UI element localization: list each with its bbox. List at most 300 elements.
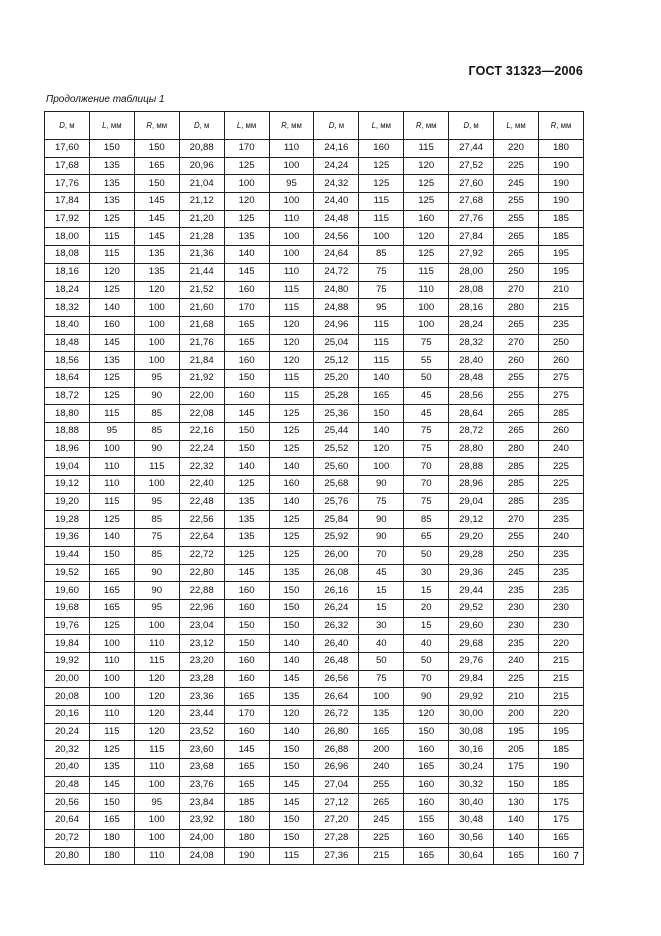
column-symbol: R	[415, 121, 422, 130]
table-cell: 125	[224, 476, 269, 494]
table-row	[45, 670, 584, 688]
table-cell: 185	[538, 210, 583, 228]
table-cell: 220	[538, 635, 583, 653]
table-cell: 160	[269, 476, 314, 494]
table-cell: 19,68	[45, 599, 90, 617]
table-cell: 135	[224, 511, 269, 529]
table-cell: 135	[224, 529, 269, 547]
table-row	[45, 210, 584, 228]
table-cell: 140	[89, 299, 134, 317]
table-cell: 275	[538, 387, 583, 405]
column-symbol: R	[281, 121, 287, 130]
table-row	[45, 175, 584, 193]
table-cell: 90	[359, 511, 404, 529]
table-cell: 165	[89, 812, 134, 830]
table-cell: 145	[89, 776, 134, 794]
table-cell: 115	[269, 847, 314, 865]
table-cell: 280	[494, 299, 539, 317]
table-cell: 225	[538, 476, 583, 494]
table-cell: 100	[269, 228, 314, 246]
table-cell: 100	[269, 157, 314, 175]
table-cell: 120	[134, 670, 179, 688]
table-cell: 125	[269, 440, 314, 458]
table-cell: 125	[89, 281, 134, 299]
table-cell: 28,08	[449, 281, 494, 299]
table-cell: 160	[404, 741, 449, 759]
table-cell: 115	[269, 387, 314, 405]
table-cell: 245	[359, 812, 404, 830]
table-cell: 23,60	[179, 741, 224, 759]
table-cell: 110	[269, 210, 314, 228]
table-cell: 26,40	[314, 635, 359, 653]
table-cell: 17,68	[45, 157, 90, 175]
table-row	[45, 352, 584, 370]
table-cell: 28,56	[449, 387, 494, 405]
table-cell: 21,28	[179, 228, 224, 246]
table-cell: 160	[224, 387, 269, 405]
table-cell: 110	[89, 458, 134, 476]
table-cell: 22,16	[179, 423, 224, 441]
table-cell: 24,24	[314, 157, 359, 175]
table-cell: 215	[538, 688, 583, 706]
table-cell: 15	[359, 599, 404, 617]
table-cell: 150	[89, 794, 134, 812]
table-cell: 26,56	[314, 670, 359, 688]
table-cell: 260	[494, 352, 539, 370]
table-cell: 30,00	[449, 706, 494, 724]
table-row	[45, 405, 584, 423]
table-row	[45, 564, 584, 582]
column-unit: , мм	[286, 121, 302, 130]
table-cell: 28,88	[449, 458, 494, 476]
table-cell: 120	[269, 706, 314, 724]
table-cell: 260	[538, 352, 583, 370]
table-cell: 17,84	[45, 193, 90, 211]
table-cell: 235	[538, 564, 583, 582]
table-cell: 100	[89, 635, 134, 653]
table-cell: 235	[538, 493, 583, 511]
column-unit: , мм	[152, 121, 168, 130]
table-cell: 140	[494, 829, 539, 847]
table-cell: 21,92	[179, 369, 224, 387]
table-cell: 25,68	[314, 476, 359, 494]
table-cell: 100	[134, 776, 179, 794]
table-cell: 45	[404, 405, 449, 423]
table-cell: 160	[404, 776, 449, 794]
table-cell: 20,00	[45, 670, 90, 688]
column-symbol: D	[59, 121, 65, 130]
column-unit: , мм	[106, 121, 122, 130]
table-cell: 24,32	[314, 175, 359, 193]
table-cell: 140	[494, 812, 539, 830]
table-cell: 255	[494, 210, 539, 228]
table-cell: 18,16	[45, 263, 90, 281]
table-cell: 24,00	[179, 829, 224, 847]
table-cell: 27,92	[449, 246, 494, 264]
table-cell: 20,16	[45, 706, 90, 724]
table-row	[45, 281, 584, 299]
table-cell: 165	[359, 387, 404, 405]
table-cell: 25,36	[314, 405, 359, 423]
table-cell: 160	[404, 210, 449, 228]
table-cell: 100	[269, 193, 314, 211]
table-cell: 30	[359, 617, 404, 635]
column-unit: , м	[64, 121, 75, 130]
table-cell: 190	[538, 759, 583, 777]
table-cell: 85	[134, 405, 179, 423]
table-cell: 21,52	[179, 281, 224, 299]
table-cell: 26,32	[314, 617, 359, 635]
column-unit: , м	[334, 121, 345, 130]
table-body	[45, 140, 584, 865]
table-row	[45, 140, 584, 158]
table-cell: 75	[404, 423, 449, 441]
table-cell: 30,64	[449, 847, 494, 865]
table-cell: 145	[134, 228, 179, 246]
table-cell: 115	[89, 228, 134, 246]
table-cell: 195	[538, 723, 583, 741]
table-row	[45, 157, 584, 175]
table-cell: 26,08	[314, 564, 359, 582]
table-cell: 115	[359, 210, 404, 228]
table-cell: 19,20	[45, 493, 90, 511]
table-cell: 165	[494, 847, 539, 865]
table-cell: 100	[134, 476, 179, 494]
table-cell: 20,96	[179, 157, 224, 175]
table-cell: 115	[359, 316, 404, 334]
table-cell: 24,64	[314, 246, 359, 264]
table-cell: 18,24	[45, 281, 90, 299]
table-cell: 40	[359, 635, 404, 653]
table-cell: 185	[538, 776, 583, 794]
table-cell: 245	[494, 564, 539, 582]
table-cell: 240	[494, 652, 539, 670]
table-cell: 20,08	[45, 688, 90, 706]
table-cell: 125	[269, 529, 314, 547]
table-cell: 135	[89, 352, 134, 370]
table-cell: 270	[494, 334, 539, 352]
table-cell: 90	[134, 564, 179, 582]
table-cell: 23,04	[179, 617, 224, 635]
table-cell: 22,96	[179, 599, 224, 617]
table-cell: 140	[269, 493, 314, 511]
table-cell: 225	[538, 458, 583, 476]
table-cell: 200	[359, 741, 404, 759]
table-cell: 21,60	[179, 299, 224, 317]
table-cell: 27,76	[449, 210, 494, 228]
table-cell: 22,56	[179, 511, 224, 529]
table-cell: 100	[224, 175, 269, 193]
table-row	[45, 688, 584, 706]
table-cell: 21,44	[179, 263, 224, 281]
table-cell: 125	[269, 546, 314, 564]
table-cell: 250	[494, 546, 539, 564]
table-cell: 95	[134, 794, 179, 812]
table-cell: 19,84	[45, 635, 90, 653]
column-symbol: R	[550, 121, 557, 130]
table-row	[45, 652, 584, 670]
column-unit: , м	[199, 121, 210, 130]
table-cell: 110	[134, 847, 179, 865]
table-cell: 275	[538, 369, 583, 387]
table-cell: 115	[269, 281, 314, 299]
table-cell: 50	[404, 546, 449, 564]
table-cell: 24,08	[179, 847, 224, 865]
table-cell: 23,28	[179, 670, 224, 688]
table-cell: 75	[359, 281, 404, 299]
table-cell: 115	[134, 652, 179, 670]
table-cell: 18,40	[45, 316, 90, 334]
table-cell: 95	[89, 423, 134, 441]
table-cell: 27,20	[314, 812, 359, 830]
table-cell: 21,76	[179, 334, 224, 352]
table-cell: 18,00	[45, 228, 90, 246]
table-cell: 165	[89, 582, 134, 600]
table-cell: 30,08	[449, 723, 494, 741]
table-cell: 30,16	[449, 741, 494, 759]
table-cell: 115	[359, 193, 404, 211]
table-cell: 19,12	[45, 476, 90, 494]
table-cell: 120	[134, 706, 179, 724]
table-cell: 26,64	[314, 688, 359, 706]
table-cell: 140	[224, 458, 269, 476]
table-cell: 45	[359, 564, 404, 582]
table-cell: 24,16	[314, 140, 359, 158]
table-cell: 30,40	[449, 794, 494, 812]
table-cell: 19,36	[45, 529, 90, 547]
table-cell: 20,32	[45, 741, 90, 759]
table-cell: 135	[89, 175, 134, 193]
table-cell: 90	[134, 582, 179, 600]
table-row	[45, 741, 584, 759]
table-cell: 195	[538, 246, 583, 264]
table-cell: 20,80	[45, 847, 90, 865]
table-cell: 85	[134, 511, 179, 529]
table-cell: 27,84	[449, 228, 494, 246]
column-unit: , мм	[556, 121, 572, 130]
table-row	[45, 812, 584, 830]
table-cell: 100	[134, 617, 179, 635]
table-cell: 185	[538, 741, 583, 759]
table-cell: 125	[359, 175, 404, 193]
table-cell: 150	[224, 369, 269, 387]
table-cell: 23,12	[179, 635, 224, 653]
table-cell: 125	[404, 246, 449, 264]
table-cell: 235	[538, 316, 583, 334]
table-cell: 150	[134, 175, 179, 193]
table-cell: 100	[359, 458, 404, 476]
table-cell: 23,36	[179, 688, 224, 706]
table-cell: 28,16	[449, 299, 494, 317]
table-cell: 125	[404, 175, 449, 193]
table-cell: 110	[404, 281, 449, 299]
table-cell: 22,88	[179, 582, 224, 600]
table-cell: 29,28	[449, 546, 494, 564]
table-cell: 115	[89, 493, 134, 511]
table-cell: 24,48	[314, 210, 359, 228]
table-cell: 19,76	[45, 617, 90, 635]
table-cell: 95	[359, 299, 404, 317]
table-cell: 150	[269, 759, 314, 777]
table-cell: 205	[494, 741, 539, 759]
table-cell: 26,72	[314, 706, 359, 724]
column-symbol: L	[371, 121, 376, 130]
table-cell: 190	[224, 847, 269, 865]
column-symbol: D	[328, 121, 335, 130]
table-cell: 100	[134, 316, 179, 334]
table-cell: 25,52	[314, 440, 359, 458]
table-row	[45, 617, 584, 635]
table-cell: 30,32	[449, 776, 494, 794]
table-cell: 245	[494, 175, 539, 193]
table-cell: 160	[404, 829, 449, 847]
table-cell: 285	[494, 458, 539, 476]
column-header	[269, 112, 314, 140]
table-row	[45, 493, 584, 511]
table-cell: 29,92	[449, 688, 494, 706]
table-cell: 45	[404, 387, 449, 405]
table-cell: 255	[359, 776, 404, 794]
table-cell: 21,36	[179, 246, 224, 264]
column-symbol: D	[463, 121, 470, 130]
table-cell: 23,92	[179, 812, 224, 830]
table-cell: 19,52	[45, 564, 90, 582]
table-cell: 160	[224, 723, 269, 741]
table-cell: 155	[404, 812, 449, 830]
table-cell: 230	[494, 599, 539, 617]
column-unit: , мм	[421, 121, 437, 130]
table-cell: 29,52	[449, 599, 494, 617]
table-cell: 50	[404, 652, 449, 670]
table-cell: 215	[538, 652, 583, 670]
table-cell: 23,52	[179, 723, 224, 741]
table-cell: 22,24	[179, 440, 224, 458]
table-row	[45, 546, 584, 564]
table-cell: 20,48	[45, 776, 90, 794]
table-cell: 145	[134, 193, 179, 211]
table-cell: 180	[89, 829, 134, 847]
table-cell: 28,80	[449, 440, 494, 458]
table-cell: 185	[538, 228, 583, 246]
table-row	[45, 387, 584, 405]
table-cell: 110	[269, 263, 314, 281]
table-cell: 150	[134, 140, 179, 158]
table-cell: 22,08	[179, 405, 224, 423]
table-cell: 165	[404, 847, 449, 865]
table-cell: 27,52	[449, 157, 494, 175]
table-cell: 120	[404, 228, 449, 246]
table-cell: 50	[404, 369, 449, 387]
table-cell: 140	[359, 423, 404, 441]
table-cell: 255	[494, 387, 539, 405]
table-cell: 150	[269, 741, 314, 759]
table-cell: 220	[538, 706, 583, 724]
table-cell: 22,64	[179, 529, 224, 547]
table-row	[45, 193, 584, 211]
table-cell: 25,12	[314, 352, 359, 370]
table-cell: 18,72	[45, 387, 90, 405]
table-cell: 285	[494, 493, 539, 511]
table-cell: 100	[134, 829, 179, 847]
table-cell: 40	[404, 635, 449, 653]
table-cell: 29,84	[449, 670, 494, 688]
table-cell: 215	[538, 299, 583, 317]
table-cell: 29,44	[449, 582, 494, 600]
table-cell: 26,96	[314, 759, 359, 777]
table-cell: 265	[494, 246, 539, 264]
table-cell: 195	[538, 263, 583, 281]
table-cell: 145	[269, 794, 314, 812]
page-number: 7	[573, 850, 579, 862]
table-cell: 225	[359, 829, 404, 847]
table-cell: 22,48	[179, 493, 224, 511]
table-cell: 150	[359, 405, 404, 423]
table-row	[45, 423, 584, 441]
table-cell: 90	[404, 688, 449, 706]
table-cell: 150	[89, 140, 134, 158]
table-row	[45, 635, 584, 653]
column-header	[404, 112, 449, 140]
table-cell: 26,16	[314, 582, 359, 600]
table-cell: 26,80	[314, 723, 359, 741]
table-cell: 145	[89, 334, 134, 352]
table-cell: 90	[359, 476, 404, 494]
table-cell: 20,72	[45, 829, 90, 847]
table-cell: 100	[134, 299, 179, 317]
table-cell: 280	[494, 440, 539, 458]
table-cell: 215	[359, 847, 404, 865]
table-cell: 180	[224, 812, 269, 830]
table-cell: 135	[89, 759, 134, 777]
table-row	[45, 476, 584, 494]
table-cell: 145	[224, 741, 269, 759]
table-row	[45, 829, 584, 847]
table-cell: 265	[494, 423, 539, 441]
table-cell: 210	[494, 688, 539, 706]
table-cell: 115	[404, 263, 449, 281]
table-cell: 170	[224, 706, 269, 724]
table-cell: 135	[89, 193, 134, 211]
table-cell: 110	[134, 635, 179, 653]
table-cell: 125	[269, 423, 314, 441]
table-cell: 150	[89, 546, 134, 564]
table-cell: 230	[538, 599, 583, 617]
table-cell: 190	[538, 157, 583, 175]
table-cell: 85	[134, 423, 179, 441]
table-cell: 120	[359, 440, 404, 458]
table-cell: 20,56	[45, 794, 90, 812]
table-cell: 28,00	[449, 263, 494, 281]
table-cell: 190	[538, 175, 583, 193]
table-cell: 20,24	[45, 723, 90, 741]
table-cell: 70	[404, 670, 449, 688]
table-cell: 28,64	[449, 405, 494, 423]
table-cell: 28,96	[449, 476, 494, 494]
table-cell: 250	[494, 263, 539, 281]
table-cell: 150	[224, 440, 269, 458]
table-cell: 23,20	[179, 652, 224, 670]
table-cell: 55	[404, 352, 449, 370]
table-cell: 20,88	[179, 140, 224, 158]
table-cell: 90	[359, 529, 404, 547]
column-unit: , мм	[375, 121, 391, 130]
table-cell: 215	[538, 670, 583, 688]
column-header	[179, 112, 224, 140]
table-cell: 29,04	[449, 493, 494, 511]
table-row	[45, 458, 584, 476]
table-cell: 140	[269, 723, 314, 741]
table-row	[45, 511, 584, 529]
